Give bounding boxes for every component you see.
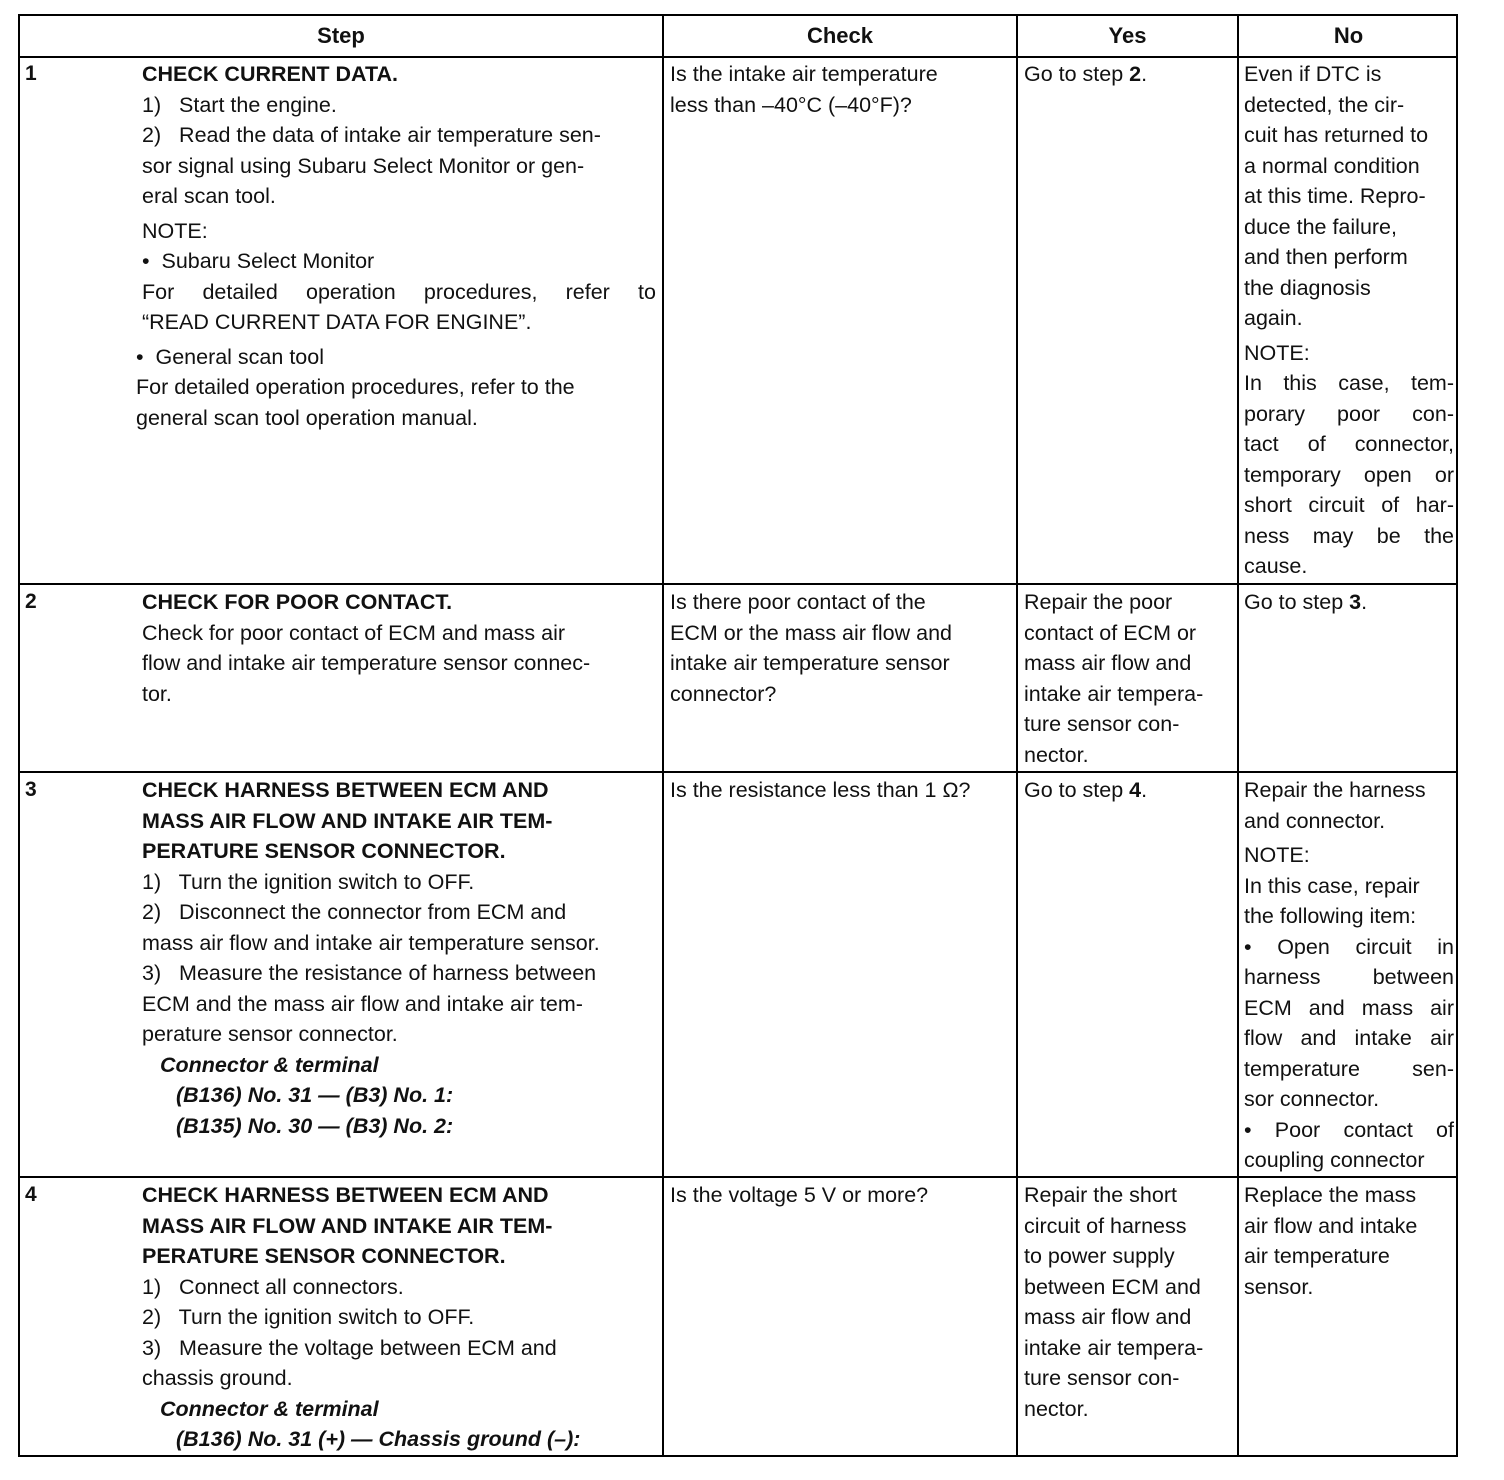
no-line: cuit has returned to	[1244, 123, 1429, 147]
no-line: Go to step	[1244, 590, 1350, 614]
no-line: ECM and mass air	[1244, 995, 1454, 1020]
yes-line: Repair the short	[1024, 1183, 1177, 1207]
step-number: 4	[25, 1183, 37, 1206]
note-line: general scan tool operation manual.	[136, 405, 478, 430]
step-instructions	[142, 775, 656, 1141]
note-label: NOTE:	[1244, 340, 1310, 365]
check-text	[670, 587, 1012, 709]
note-line: For detailed operation procedures, refer to the	[136, 375, 575, 399]
row-divider	[20, 771, 1456, 773]
check-line: ECM or the mass air flow and	[670, 620, 952, 645]
step-title: PERATURE SENSOR CONNECTOR.	[142, 1244, 506, 1268]
yes-text	[1024, 1180, 1234, 1424]
check-text	[670, 59, 1012, 120]
no-line: ness may be the	[1244, 523, 1454, 548]
note-line: For detailed operation procedures, refer to	[142, 279, 656, 304]
no-text	[1244, 587, 1454, 618]
connector-terminal-spec: (B136) No. 31 (+) — Chassis ground (–):	[176, 1427, 581, 1451]
no-line: coupling connector	[1244, 1148, 1425, 1172]
yes-line: mass air flow and	[1024, 651, 1192, 675]
yes-line: circuit of harness	[1024, 1213, 1187, 1238]
no-line: In this case, tem-	[1244, 371, 1454, 395]
row-divider	[20, 1176, 1456, 1178]
yes-line: .	[1141, 778, 1148, 802]
yes-line: between ECM and	[1024, 1274, 1201, 1299]
column-divider	[1237, 16, 1239, 1455]
no-line: Replace the mass	[1244, 1183, 1417, 1207]
check-line: Is there poor contact of the	[670, 590, 926, 614]
no-line: temperature sen-	[1244, 1056, 1454, 1081]
yes-line: .	[1141, 62, 1148, 86]
check-text: Is the resistance less than 1 Ω?	[670, 778, 971, 802]
step-line: tor.	[142, 681, 172, 706]
step-title: CHECK FOR POOR CONTACT.	[142, 590, 453, 614]
step-number: 2	[25, 590, 37, 613]
step-ref: 2	[1129, 62, 1142, 86]
yes-line: ture sensor con-	[1024, 1366, 1180, 1390]
step-line: chassis ground.	[142, 1366, 293, 1390]
no-line: and connector.	[1244, 808, 1386, 833]
check-line: less than –40°C (–40°F)?	[670, 92, 912, 117]
yes-line: Go to step	[1024, 778, 1130, 802]
step-line: Check for poor contact of ECM and mass air	[142, 620, 566, 645]
step-title: CHECK HARNESS BETWEEN ECM AND	[142, 778, 549, 802]
no-line: .	[1361, 590, 1368, 614]
header-step: Step	[317, 23, 365, 48]
connector-terminal-label: Connector & terminal	[160, 1052, 379, 1077]
step-line: eral scan tool.	[142, 184, 276, 208]
yes-text	[1024, 775, 1234, 806]
no-line: air flow and intake	[1244, 1213, 1418, 1238]
yes-line: mass air flow and	[1024, 1305, 1192, 1329]
step-line: flow and intake air temperature sensor connec-	[142, 651, 591, 675]
no-line: • Open circuit in	[1244, 934, 1454, 959]
no-line: air temperature	[1244, 1244, 1390, 1268]
no-line: sensor.	[1244, 1274, 1314, 1299]
no-text	[1244, 775, 1454, 1176]
note-label: NOTE:	[1244, 843, 1310, 867]
step-line: perature sensor connector.	[142, 1022, 398, 1046]
step-number: 1	[25, 62, 37, 85]
step-line: 1) Start the engine.	[142, 92, 337, 117]
step-line: 2) Read the data of intake air temperature sen-	[142, 123, 601, 147]
no-line: tact of connector,	[1244, 432, 1454, 456]
no-line: porary poor con-	[1244, 401, 1454, 426]
step-number: 3	[25, 778, 37, 801]
check-line: intake air temperature sensor	[670, 651, 950, 675]
header-no: No	[1333, 23, 1364, 48]
no-line: again.	[1244, 306, 1303, 330]
connector-terminal-spec: (B135) No. 30 — (B3) No. 2:	[176, 1113, 454, 1138]
step-line: 3) Measure the voltage between ECM and	[142, 1335, 557, 1360]
yes-line: intake air tempera-	[1024, 681, 1204, 706]
note-line: “READ CURRENT DATA FOR ENGINE”.	[142, 310, 532, 334]
no-line: duce the failure,	[1244, 214, 1397, 239]
step-title: PERATURE SENSOR CONNECTOR.	[142, 839, 506, 863]
no-line: In this case, repair	[1244, 873, 1420, 898]
no-line: a normal condition	[1244, 153, 1420, 178]
connector-terminal-label: Connector & terminal	[160, 1396, 379, 1421]
step-line: 2) Turn the ignition switch to OFF.	[142, 1305, 475, 1329]
connector-terminal-spec: (B136) No. 31 — (B3) No. 1:	[176, 1083, 454, 1107]
step-title: MASS AIR FLOW AND INTAKE AIR TEM-	[142, 808, 553, 833]
note-label: NOTE:	[142, 218, 208, 243]
no-line: sor connector.	[1244, 1087, 1380, 1111]
step-instructions	[136, 59, 656, 433]
column-divider	[1016, 16, 1018, 1455]
no-line: the following item:	[1244, 904, 1417, 928]
step-ref: 4	[1129, 778, 1142, 802]
no-line: short circuit of har-	[1244, 493, 1454, 517]
step-line: 1) Turn the ignition switch to OFF.	[142, 869, 475, 894]
row-divider	[20, 56, 1456, 58]
check-line: Is the intake air temperature	[670, 62, 938, 86]
no-line: • Poor contact of	[1244, 1117, 1454, 1142]
diagnostic-table	[18, 14, 1458, 1457]
no-text	[1244, 1180, 1454, 1302]
yes-text	[1024, 587, 1234, 770]
no-line: harness between	[1244, 965, 1454, 989]
step-ref: 3	[1349, 590, 1362, 614]
no-line: temporary open or	[1244, 462, 1454, 487]
step-line: 1) Connect all connectors.	[142, 1274, 404, 1299]
yes-text	[1024, 59, 1234, 90]
step-line: 2) Disconnect the connector from ECM and	[142, 900, 567, 924]
no-line: at this time. Repro-	[1244, 184, 1426, 208]
yes-line: nector.	[1024, 1396, 1089, 1421]
no-line: cause.	[1244, 554, 1308, 578]
yes-line: ture sensor con-	[1024, 712, 1180, 736]
yes-line: Go to step	[1024, 62, 1130, 86]
yes-line: nector.	[1024, 742, 1089, 767]
check-line: connector?	[670, 681, 777, 706]
no-line: detected, the cir-	[1244, 92, 1405, 117]
step-title: CHECK CURRENT DATA.	[142, 62, 398, 86]
step-instructions	[142, 1180, 656, 1455]
step-title: MASS AIR FLOW AND INTAKE AIR TEM-	[142, 1213, 553, 1238]
step-line: mass air flow and intake air temperature sensor.	[142, 930, 600, 955]
yes-line: Repair the poor	[1024, 590, 1173, 614]
row-divider	[20, 583, 1456, 585]
yes-line: to power supply	[1024, 1244, 1175, 1268]
no-line: and then perform	[1244, 245, 1408, 269]
no-text	[1244, 59, 1454, 582]
step-line: ECM and the mass air flow and intake air tem-	[142, 991, 583, 1016]
no-line: the diagnosis	[1244, 275, 1371, 300]
step-line: 3) Measure the resistance of harness between	[142, 961, 597, 985]
header-check: Check	[806, 23, 874, 48]
header-yes: Yes	[1108, 23, 1147, 48]
step-line: sor signal using Subaru Select Monitor or gen-	[142, 153, 585, 178]
no-line: Repair the harness	[1244, 778, 1426, 802]
column-divider	[662, 16, 664, 1455]
step-instructions	[142, 587, 656, 709]
note-bullet: • Subaru Select Monitor	[142, 249, 375, 273]
no-line: Even if DTC is	[1244, 62, 1382, 86]
yes-line: contact of ECM or	[1024, 620, 1197, 645]
no-line: flow and intake air	[1244, 1026, 1454, 1050]
yes-line: intake air tempera-	[1024, 1335, 1204, 1360]
step-title: CHECK HARNESS BETWEEN ECM AND	[142, 1183, 549, 1207]
note-bullet: • General scan tool	[136, 344, 324, 369]
check-text: Is the voltage 5 V or more?	[670, 1183, 929, 1207]
